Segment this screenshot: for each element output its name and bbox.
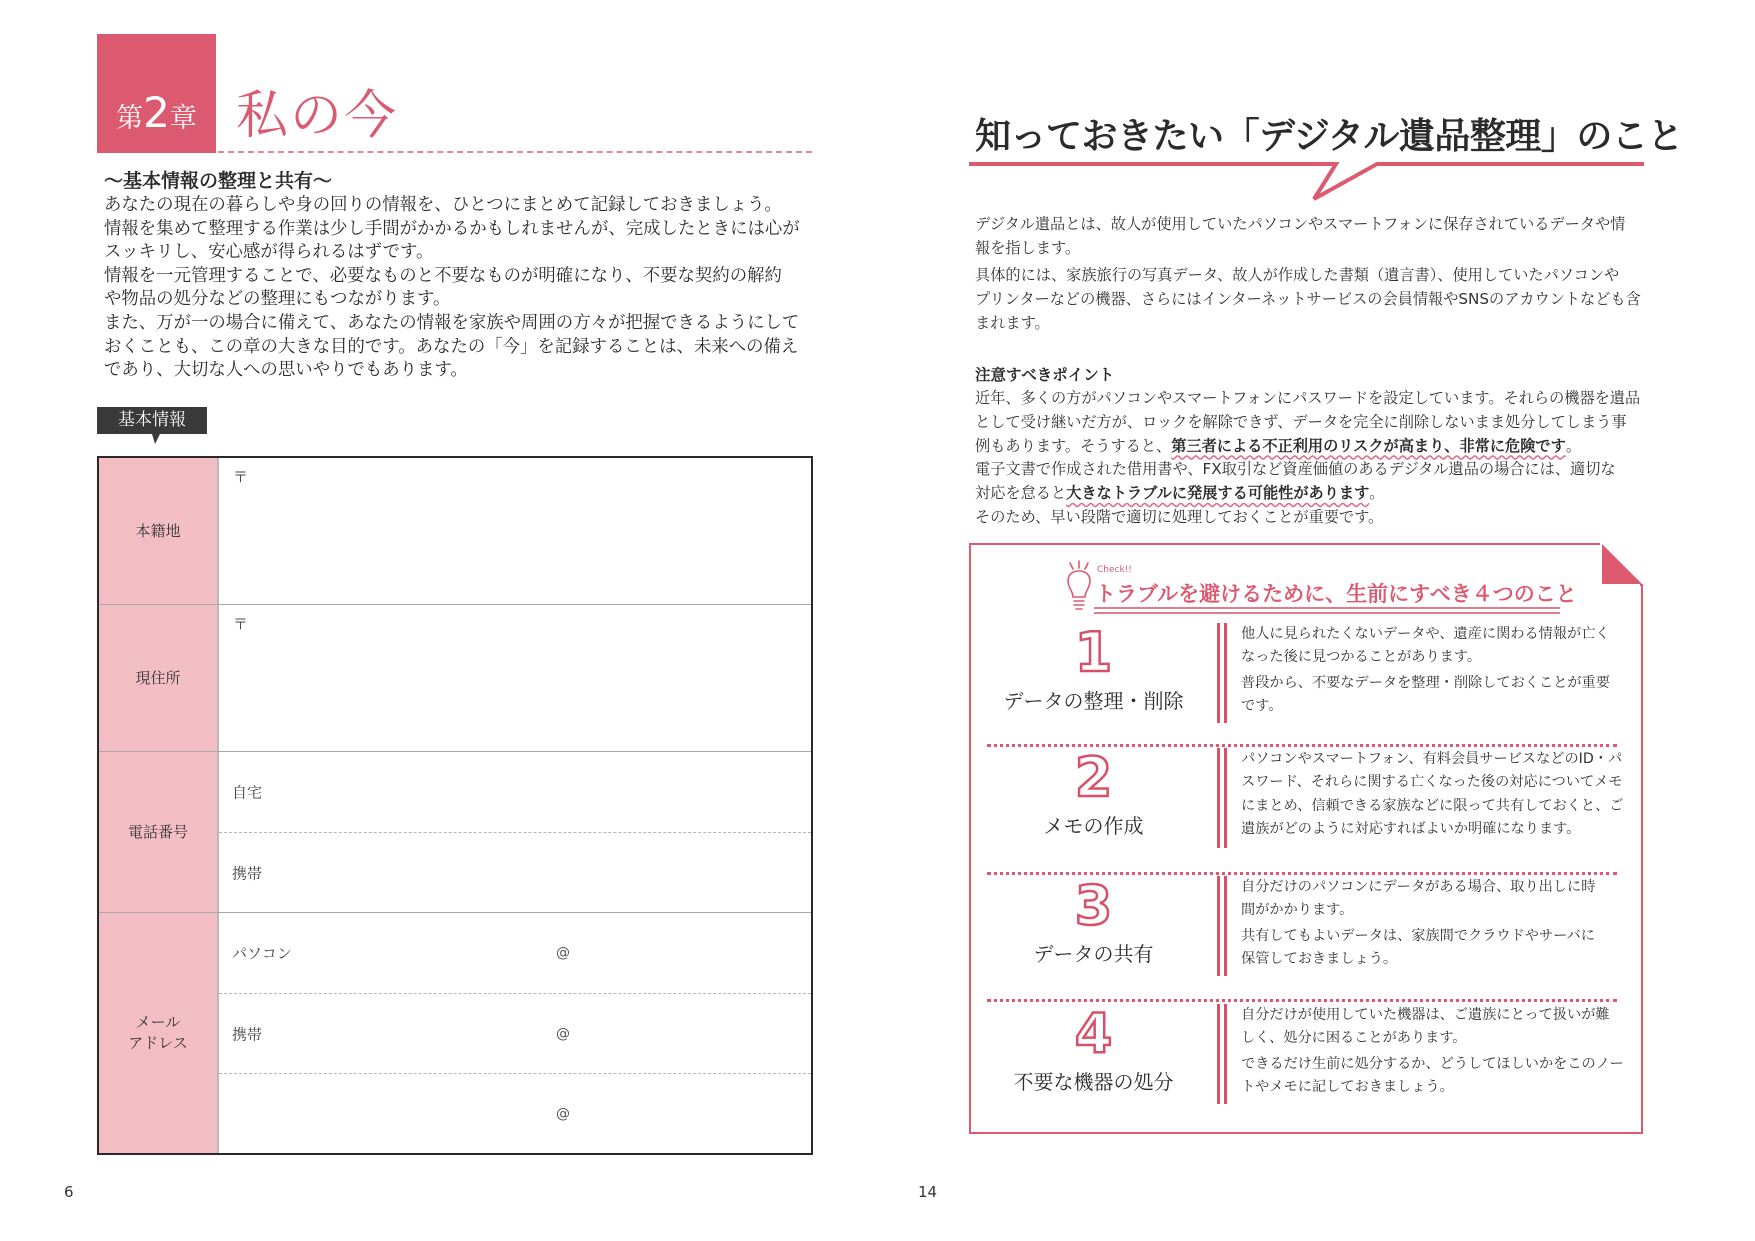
emphasis-text: 第三者による不正利用のリスクが高まり、非常に危険です xyxy=(1171,436,1566,455)
chapter-badge xyxy=(97,34,216,153)
sub-label: 携帯 xyxy=(232,1025,263,1043)
desc-line: パソコンやスマートフォン、有料会員サービスなどのID・パ xyxy=(1241,751,1623,767)
desc-line: 保管しておきましょう。 xyxy=(1241,951,1398,968)
intro-line: また、万が一の場合に備えて、あなたの情報を家族や周囲の方々が把握できるようにして xyxy=(104,312,800,333)
desc-line: 普段から、不要なデータを整理・削除しておくことが重要 xyxy=(1241,674,1610,691)
row-email xyxy=(99,913,811,1153)
intro-line: スッキリし、安心感が得られるはずです。 xyxy=(104,242,434,263)
text-span: 。 xyxy=(1565,436,1581,455)
text-line xyxy=(975,482,1655,506)
text-span: 例もあります。そうすると、 xyxy=(975,436,1172,455)
caution-heading: 注意すべきポイント xyxy=(975,366,1115,384)
desc-line: しく、処分に困ることがあります。 xyxy=(1241,1030,1467,1047)
desc-line: 自分だけが使用していた機器は、ご遺族にとって扱いが難 xyxy=(1241,1007,1610,1023)
desc-line: です。 xyxy=(1241,698,1283,715)
intro-text xyxy=(104,194,816,383)
phone-mobile-input[interactable] xyxy=(219,833,811,912)
speech-bubble-rule xyxy=(960,155,1660,205)
desc-line: 共有してもよいデータは、家族間でクラウドやサーバに xyxy=(1241,927,1595,944)
row-label: 現住所 xyxy=(99,605,219,751)
intro-line: あなたの現在の暮らしや身の回りの情報を、ひとつにまとめて記録しておきましょう。 xyxy=(104,195,782,215)
row-label: 本籍地 xyxy=(99,458,219,604)
double-bar-divider xyxy=(1217,623,1223,723)
desc-line: なった後に見つかることがあります。 xyxy=(1241,649,1482,666)
check-heading: トラブルを避けるために、生前にすべき４つのこと xyxy=(1095,582,1577,606)
text-line: プリンターなどの機器、さらにはインターネットサービスの会員情報やSNSのアカウントなども含 xyxy=(975,289,1641,308)
email-mobile-input[interactable] xyxy=(219,994,811,1074)
phone-cell xyxy=(219,752,811,912)
caution-text xyxy=(975,387,1655,530)
text-line: 近年、多くの方がパソコンやスマートフォンにパスワードを設定しています。それらの機器を遺品 xyxy=(975,389,1641,407)
email-pc-input[interactable] xyxy=(219,913,811,994)
sub-label: 自宅 xyxy=(232,783,263,802)
text-line: 報を指します。 xyxy=(975,238,1081,257)
row-label xyxy=(99,913,219,1153)
desc-line: 自分だけのパソコンにデータがある場合、取り出しに時 xyxy=(1241,879,1596,895)
postal-mark-icon: 〒 xyxy=(233,615,249,633)
email-cell xyxy=(219,913,811,1153)
text-line: そのため、早い段階で適切に処理しておくことが重要です。 xyxy=(975,507,1384,526)
chapter-num: 2 xyxy=(143,88,170,137)
double-bar-divider xyxy=(1217,1004,1223,1104)
title-divider xyxy=(218,151,812,153)
text-line xyxy=(975,435,1655,459)
chapter-suffix: 章 xyxy=(169,103,197,134)
item-number: 2 xyxy=(1074,746,1113,809)
at-sign: @ xyxy=(556,945,570,961)
at-sign: @ xyxy=(556,1025,570,1042)
text-line: 電子文書で作成された借用書や、FX取引など資産価値のあるデジタル遺品の場合には、適切な xyxy=(975,460,1616,479)
chapter-number xyxy=(97,88,216,137)
text-line: デジタル遺品とは、故人が使用していたパソコンやスマートフォンに保存されているデータや情 xyxy=(975,215,1626,233)
intro-paragraph-2 xyxy=(975,264,1655,335)
emphasis-text: 大きなトラブルに発展する可能性があります xyxy=(1066,484,1370,503)
intro-line: 情報を一元管理することで、必要なものと不要なものが明確になり、不要な契約の解約 xyxy=(104,265,782,286)
text-line: 具体的には、家族旅行の写真データ、故人が作成した書類（遺言書）、使用していたパソコンや xyxy=(975,266,1620,284)
double-bar-divider xyxy=(1217,876,1223,976)
folded-corner-icon xyxy=(1600,542,1644,586)
desc-line: 他人に見られたくないデータや、遺産に関わる情報が亡く xyxy=(1241,626,1610,642)
label-line: メール xyxy=(135,1013,181,1031)
address-input[interactable] xyxy=(219,605,811,751)
intro-line: であり、大切な人への思いやりでもあります。 xyxy=(104,360,468,381)
text-line: として受け継いだ方が、ロックを解除できず、データを完全に削除しないまま処分してしまう事 xyxy=(975,412,1627,431)
check-box xyxy=(969,543,1643,1134)
section-tag-basic-info: 基本情報 xyxy=(97,407,207,434)
item-number: 3 xyxy=(1074,874,1113,937)
intro-line: おくことも、この章の大きな目的です。あなたの「今」を記録することは、未来への備え xyxy=(104,336,799,357)
basic-info-table xyxy=(97,456,813,1155)
item-number: 1 xyxy=(1074,621,1113,684)
email-other-input[interactable] xyxy=(219,1074,811,1153)
intro-paragraph-1 xyxy=(975,213,1655,261)
row-honseki xyxy=(99,458,811,605)
row-label: 電話番号 xyxy=(99,752,219,912)
page-number-left: 6 xyxy=(64,1183,74,1201)
desc-line: 間がかかります。 xyxy=(1241,902,1354,919)
honseki-input[interactable] xyxy=(219,458,811,604)
label-line: アドレス xyxy=(128,1034,188,1052)
item-description xyxy=(1241,623,1610,719)
text-span: 対応を怠ると xyxy=(975,484,1067,503)
desc-line: 遺族がどのように対応すればよいか明確になります。 xyxy=(1241,821,1581,838)
intro-line: や物品の処分などの整理にもつながります。 xyxy=(104,289,451,310)
postal-mark-icon: 〒 xyxy=(233,468,249,486)
desc-line: トやメモに記しておきましょう。 xyxy=(1241,1079,1454,1096)
sub-label: パソコン xyxy=(232,944,292,963)
chapter-prefix: 第 xyxy=(116,103,144,134)
item-description xyxy=(1241,1004,1624,1100)
sub-label: 携帯 xyxy=(232,864,263,882)
double-bar-divider xyxy=(1217,748,1223,848)
section-subheading: ～基本情報の整理と共有～ xyxy=(104,170,333,192)
desc-line: スワード、それらに関する亡くなった後の対応についてメモ xyxy=(1241,774,1623,791)
text-span: 。 xyxy=(1369,484,1385,503)
right-page-title: 知っておきたい「デジタル遺品整理」のこと xyxy=(975,116,1683,157)
chapter-title: 私の今 xyxy=(236,86,399,146)
item-description xyxy=(1241,748,1624,842)
text-line: まれます。 xyxy=(975,313,1050,332)
heading-double-underline xyxy=(1094,607,1560,614)
item-number: 4 xyxy=(1074,1002,1113,1065)
at-sign: @ xyxy=(556,1105,570,1122)
page-number-right: 14 xyxy=(918,1183,938,1201)
item-title: データの共有 xyxy=(1033,942,1154,966)
desc-line: できるだけ生前に処分するか、どうしてほしいかをこのノー xyxy=(1241,1055,1624,1072)
row-address xyxy=(99,605,811,752)
item-title: メモの作成 xyxy=(1043,814,1144,838)
item-title: データの整理・削除 xyxy=(1003,689,1184,713)
phone-home-input[interactable] xyxy=(219,752,811,833)
row-phone xyxy=(99,752,811,913)
desc-line: にまとめ、信頼できる家族などに限って共有しておくと、ご xyxy=(1241,797,1624,814)
check-label: Check!! xyxy=(1097,565,1132,575)
intro-line: 情報を集めて整理する作業は少し手間がかかるかもしれませんが、完成したときには心が xyxy=(104,218,800,239)
item-title: 不要な機器の処分 xyxy=(1013,1070,1174,1094)
lightbulb-icon xyxy=(1064,560,1094,614)
item-description xyxy=(1241,876,1595,972)
